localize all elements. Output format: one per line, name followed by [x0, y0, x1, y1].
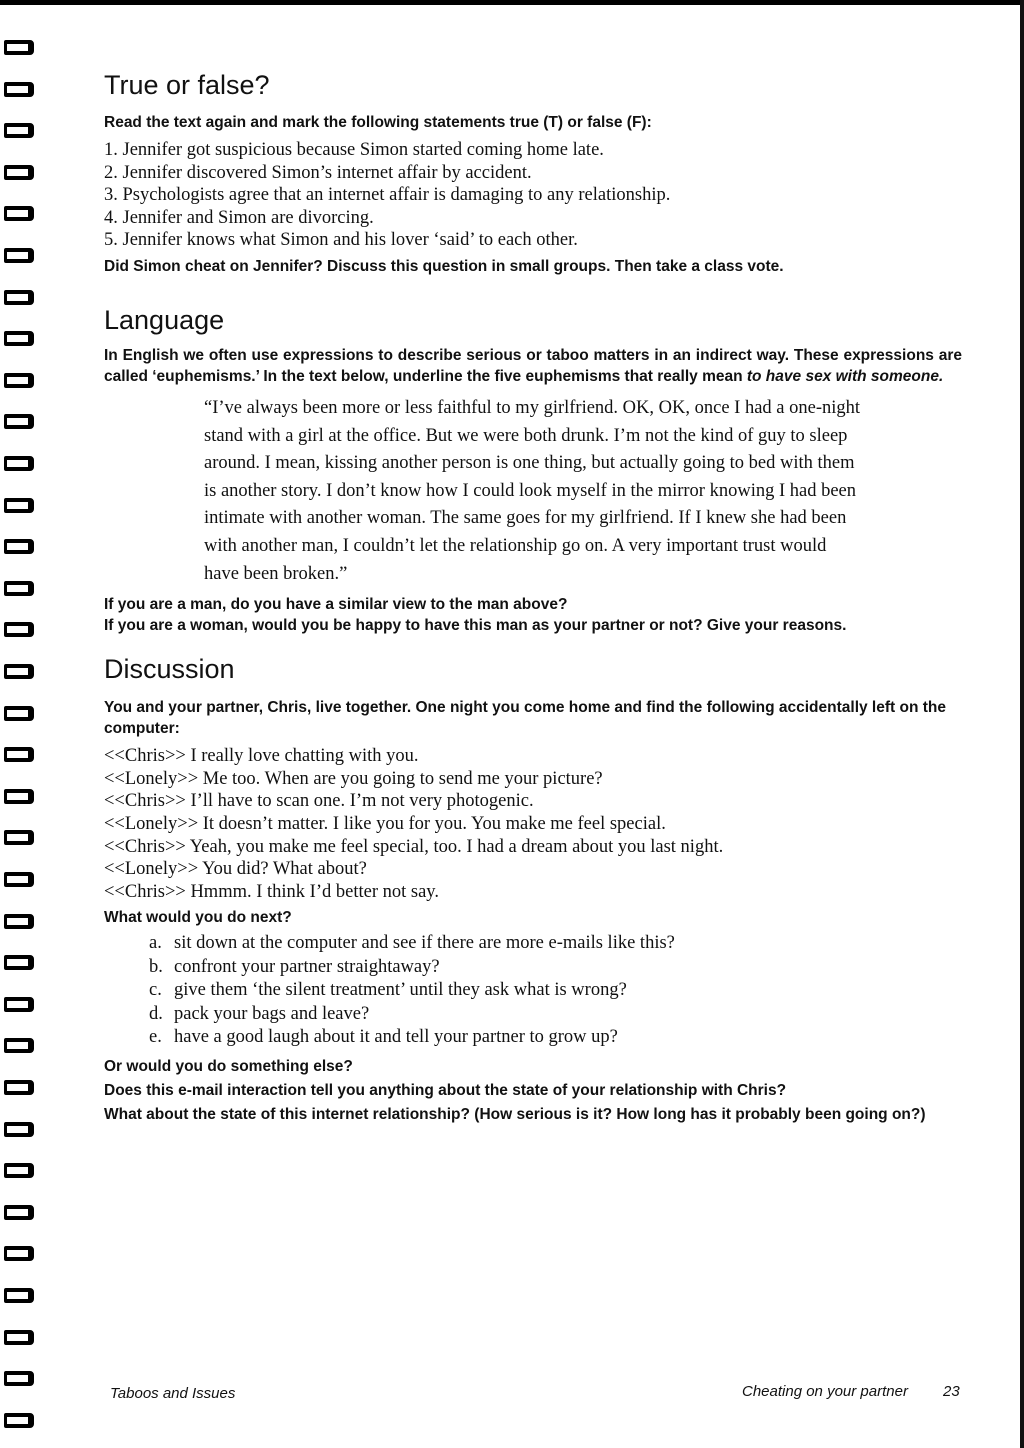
spiral-ring — [4, 1330, 34, 1345]
vote-instruction: Did Simon cheat on Jennifer? Discuss this question in small groups. Then take a class vote. — [104, 257, 784, 275]
spiral-ring — [4, 997, 34, 1012]
chat-line: <<Chris>> I really love chatting with you. — [104, 746, 419, 767]
relationship-state-question: Does this e-mail interaction tell you anything about the state of your relationship with Chris? — [104, 1081, 787, 1099]
spiral-ring — [4, 914, 34, 929]
option-item — [149, 1003, 962, 1027]
spiral-ring — [4, 830, 34, 845]
statement-item: 2. Jennifer discovered Simon’s internet affair by accident. — [104, 162, 532, 183]
statement-item: 4. Jennifer and Simon are divorcing. — [104, 207, 374, 228]
spiral-ring — [4, 414, 34, 429]
spiral-ring — [4, 539, 34, 554]
spiral-ring — [4, 1122, 34, 1137]
spiral-ring — [4, 248, 34, 263]
page-top-edge — [0, 0, 1024, 5]
spiral-ring — [4, 331, 34, 346]
page-number: 23 — [943, 1383, 960, 1400]
option-text: sit down at the computer and see if there are more e-mails like this? — [174, 933, 675, 954]
internet-relationship-question: What about the state of this internet relationship? (How serious is it? How long has it probably been going on?) — [104, 1105, 926, 1123]
chat-line: <<Chris>> Hmmm. I think I’d better not say. — [104, 881, 439, 902]
spiral-ring — [4, 1371, 34, 1386]
spiral-ring — [4, 456, 34, 471]
language-instruction — [104, 345, 962, 387]
option-text: confront your partner straightaway? — [174, 956, 440, 977]
discussion-intro: You and your partner, Chris, live together. One night you come home and find the following accidentally left on the computer: — [104, 699, 946, 738]
spiral-ring — [4, 789, 34, 804]
option-letter: b. — [149, 956, 163, 977]
spiral-ring — [4, 1413, 34, 1428]
option-item — [149, 932, 962, 956]
chat-line: <<Chris>> I’ll have to scan one. I’m not very photogenic. — [104, 791, 534, 812]
chat-line: <<Lonely>> You did? What about? — [104, 859, 367, 880]
discussion-section — [104, 654, 962, 1125]
spiral-ring — [4, 498, 34, 513]
spiral-ring — [4, 1080, 34, 1095]
spiral-ring — [4, 1205, 34, 1220]
page-right-edge — [1020, 0, 1024, 1448]
statement-item: 3. Psychologists agree that an internet affair is damaging to any relationship. — [104, 185, 671, 206]
option-item — [149, 956, 962, 980]
language-heading: Language — [104, 304, 225, 335]
spiral-ring — [4, 955, 34, 970]
spiral-binding — [0, 0, 44, 1448]
option-item — [149, 1026, 962, 1050]
option-text: pack your bags and leave? — [174, 1003, 370, 1024]
spiral-ring — [4, 664, 34, 679]
footer-unit-title: Cheating on your partner — [742, 1383, 908, 1400]
true-false-section — [104, 70, 962, 277]
spiral-ring — [4, 40, 34, 55]
option-letter: a. — [149, 933, 162, 954]
spiral-ring — [4, 82, 34, 97]
euphemism-quote: “I’ve always been more or less faithful to my girlfriend. OK, OK, once I had a one-night stand with a girl at the office. But we were both drunk. I’m not the kind of guy to sleep around. I mean, kissing another person is one thing, but actually going to bed with them is another story. I don’t know how I could look myself in the mirror knowing I had been intimate with another woman. The same goes for my girlfriend. If I knew she had been with another man, I couldn’t let the relationship go on. A very important trust would have been broken.” — [204, 397, 861, 584]
question-for-women: If you are a woman, would you be happy to have this man as your partner or not? Give your reasons. — [104, 617, 847, 635]
chat-line: <<Lonely>> Me too. When are you going to send me your picture? — [104, 768, 603, 789]
what-next-question: What would you do next? — [104, 909, 292, 927]
spiral-ring — [4, 123, 34, 138]
worksheet-content — [104, 70, 962, 1125]
statement-item: 5. Jennifer knows what Simon and his lover ‘said’ to each other. — [104, 230, 578, 251]
spiral-ring — [4, 872, 34, 887]
true-false-instruction: Read the text again and mark the following statements true (T) or false (F): — [104, 114, 652, 131]
spiral-ring — [4, 165, 34, 180]
option-text: give them ‘the silent treatment’ until they ask what is wrong? — [174, 980, 627, 1001]
spiral-ring — [4, 581, 34, 596]
statement-item: 1. Jennifer got suspicious because Simon started coming home late. — [104, 140, 604, 160]
spiral-ring — [4, 290, 34, 305]
footer-book-title: Taboos and Issues — [110, 1385, 236, 1402]
option-letter: e. — [149, 1027, 162, 1048]
something-else-question: Or would you do something else? — [104, 1057, 353, 1075]
option-letter: d. — [149, 1003, 163, 1024]
spiral-ring — [4, 1038, 34, 1053]
option-item — [149, 979, 962, 1003]
spiral-ring — [4, 206, 34, 221]
question-for-men: If you are a man, do you have a similar view to the man above? — [104, 596, 568, 614]
language-instruction-text: In English we often use expressions to describe serious or taboo matters in an indirect way. These expressions are called ‘euphemisms.’ In the text below, underline the five euphemisms that really mean — [104, 346, 962, 385]
true-false-statements — [104, 139, 962, 252]
option-letter: c. — [149, 980, 162, 1001]
spiral-ring — [4, 747, 34, 762]
true-false-heading: True or false? — [104, 70, 270, 100]
option-text: have a good laugh about it and tell your partner to grow up? — [174, 1027, 618, 1048]
chat-transcript — [104, 745, 962, 903]
chat-line: <<Lonely>> It doesn’t matter. I like you for you. You make me feel special. — [104, 813, 666, 834]
language-instruction-emphasis: to have sex with someone. — [746, 367, 944, 385]
spiral-ring — [4, 706, 34, 721]
response-options — [149, 932, 962, 1050]
chat-line: <<Chris>> Yeah, you make me feel special, too. I had a dream about you last night. — [104, 836, 724, 857]
spiral-ring — [4, 373, 34, 388]
spiral-ring — [4, 1163, 34, 1178]
spiral-ring — [4, 622, 34, 637]
discussion-heading: Discussion — [104, 654, 235, 685]
spiral-ring — [4, 1246, 34, 1261]
language-section — [104, 305, 962, 636]
spiral-ring — [4, 1288, 34, 1303]
